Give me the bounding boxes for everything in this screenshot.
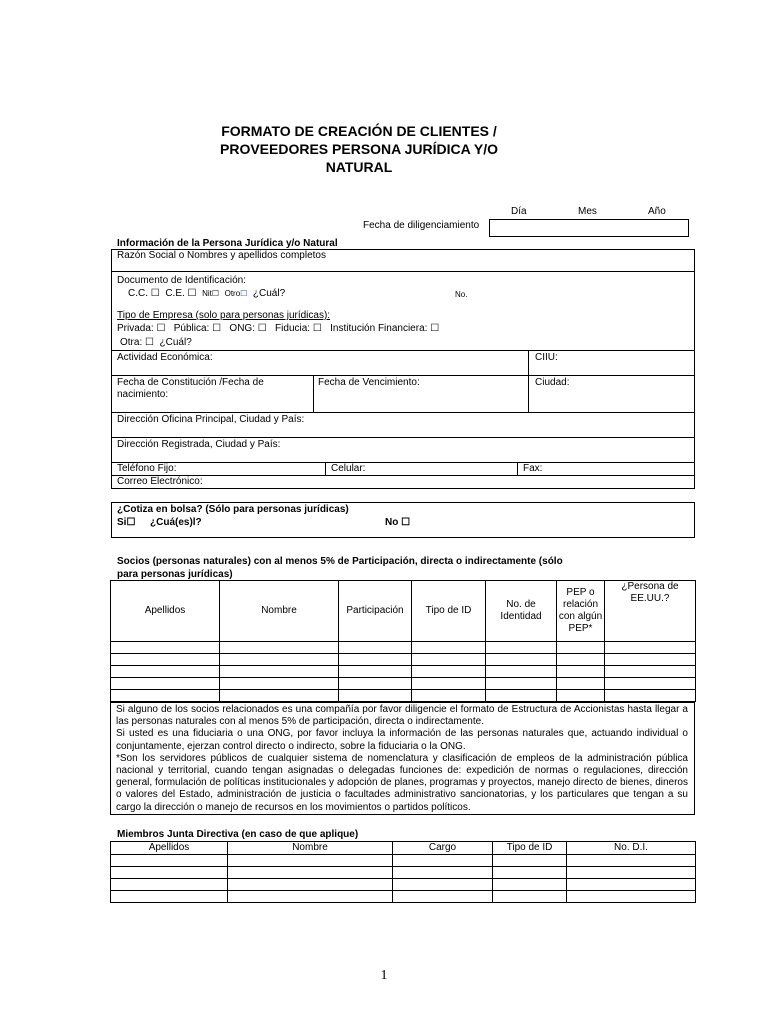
celular-field[interactable]: Celular:: [331, 463, 366, 474]
table-row[interactable]: [111, 855, 696, 867]
table-row[interactable]: [111, 690, 696, 702]
ciiu-field[interactable]: CIIU:: [535, 352, 558, 363]
telefono-field[interactable]: Teléfono Fijo:: [117, 463, 177, 474]
date-month-label: Mes: [578, 206, 597, 217]
direccion-registrada-field[interactable]: Dirección Registrada, Ciudad y País:: [117, 439, 281, 450]
row-divider: [111, 437, 695, 438]
socios-heading-line-2: para personas jurídicas): [117, 569, 233, 580]
col-divider: [517, 462, 518, 475]
col-pep: PEP o relación con algún PEP*: [557, 581, 605, 642]
tipo-empresa-options[interactable]: Privada: ☐ Pública: ☐ ONG: ☐ Fiducia: ☐ Institución Financiera: ☐: [117, 323, 440, 334]
col-participacion: Participación: [339, 581, 412, 642]
otro-label: Otro: [224, 289, 241, 298]
date-year-label: Año: [648, 206, 666, 217]
documento-label: Documento de Identificación:: [117, 275, 246, 286]
date-filled-label: Fecha de diligenciamiento: [363, 220, 480, 231]
form-title-line-3: NATURAL: [325, 159, 393, 175]
document-number-label: No.: [455, 290, 468, 299]
bolsa-si-checkbox[interactable]: Si☐: [117, 517, 136, 528]
junta-col-cargo: Cargo: [393, 842, 493, 855]
col-divider: [313, 375, 314, 412]
table-row[interactable]: [111, 666, 696, 678]
tipo-empresa-otra[interactable]: Otra: ☐ ¿Cuál?: [120, 337, 192, 348]
nit-checkbox[interactable]: Nit☐: [202, 289, 220, 298]
col-no-identidad: No. de Identidad: [486, 581, 557, 642]
note-compania: Si alguno de los socios relacionados es una compañía por favor diligencie el formato de Estructura de Accionistas hasta llegar a las personas naturales con al menos 5% de participación, directa o indirectamente.: [116, 704, 688, 728]
row-divider: [111, 350, 695, 351]
row-divider: [111, 271, 695, 272]
correo-field[interactable]: Correo Electrónico:: [117, 476, 203, 487]
razon-social-field[interactable]: Razón Social o Nombres y apellidos completos: [117, 250, 326, 261]
documento-options[interactable]: [128, 288, 285, 300]
junta-col-no-di: No. D.I.: [567, 842, 696, 855]
row-divider: [111, 412, 695, 413]
date-day-label: Día: [511, 206, 527, 217]
socios-header-row: [111, 581, 696, 642]
socios-heading-line-1: Socios (personas naturales) con al menos 5% de Participación, directa o indirectamente (sólo: [117, 556, 563, 567]
row-divider: [111, 462, 695, 463]
table-row[interactable]: [111, 867, 696, 879]
page-number: 1: [380, 968, 388, 983]
actividad-economica-field[interactable]: Actividad Económica:: [117, 352, 213, 363]
table-row[interactable]: [111, 654, 696, 666]
tipo-empresa-label: Tipo de Empresa (solo para personas jurídicas):: [117, 310, 331, 321]
row-divider: [111, 375, 695, 376]
note-fiduciaria: Si usted es una fiduciaria o una ONG, por favor incluya la información de las personas naturales que, actuando individual o conjuntamente, ejerzan control directo o indirecto, sobre la fiduciaria o la ONG.: [116, 728, 688, 752]
cual-label: ¿Cuál?: [252, 288, 286, 299]
fax-field[interactable]: Fax:: [523, 463, 543, 474]
col-divider: [325, 462, 326, 475]
socios-table: [110, 580, 696, 702]
date-field[interactable]: [489, 219, 689, 237]
note-pep-definition: *Son los servidores públicos de cualquier sistema de nomenclatura y clasificación de empleos de la administración pública nacional y territorial, cuando tengan asignadas o delegadas funciones de: expedición de normas o regulaciones, dirección general, formulación de políticas institucionales y adopción de planes, programas y proyectos, manejo directo de bienes, dineros o valores del Estado, administración de justicia o facultades administrativo sancionatorias, y los particulares que tengan a su cargo la dirección o manejo de recursos en los movimientos o partidos políticos.: [116, 752, 688, 813]
ce-checkbox[interactable]: C.E. ☐: [165, 288, 197, 299]
col-divider: [528, 350, 529, 412]
table-row[interactable]: [111, 678, 696, 690]
junta-col-apellidos: Apellidos: [111, 842, 228, 855]
junta-header-row: [111, 842, 696, 855]
bolsa-question: ¿Cotiza en bolsa? (Sólo para personas jurídicas): [117, 504, 349, 515]
form-title: [150, 122, 568, 176]
col-apellidos: Apellidos: [111, 581, 220, 642]
ciudad-field[interactable]: Ciudad:: [535, 377, 570, 388]
col-tipo-id: Tipo de ID: [412, 581, 486, 642]
socios-notes: [116, 704, 688, 814]
fecha-constitucion-field[interactable]: Fecha de Constitución /Fecha de nacimiento:: [117, 377, 264, 400]
junta-table: [110, 841, 696, 903]
cc-checkbox[interactable]: C.C. ☐: [128, 288, 160, 299]
table-row[interactable]: [111, 891, 696, 903]
junta-col-tipo-id: Tipo de ID: [493, 842, 567, 855]
col-nombre: Nombre: [220, 581, 339, 642]
table-row[interactable]: [111, 642, 696, 654]
form-title-line-1: FORMATO DE CREACIÓN DE CLIENTES /: [221, 123, 497, 139]
fecha-vencimiento-field[interactable]: Fecha de Vencimiento:: [318, 377, 420, 388]
col-persona-eeuu: ¿Persona de EE.UU.?: [605, 581, 696, 642]
form-title-line-2: PROVEEDORES PERSONA JURÍDICA Y/O: [220, 141, 498, 157]
junta-heading: Miembros Junta Directiva (en caso de que aplique): [117, 829, 359, 840]
section-persona-heading: Información de la Persona Jurídica y/o Natural: [117, 238, 338, 249]
table-row[interactable]: [111, 879, 696, 891]
direccion-principal-field[interactable]: Dirección Oficina Principal, Ciudad y País:: [117, 414, 305, 425]
junta-col-nombre: Nombre: [228, 842, 393, 855]
bolsa-cuales-label: ¿Cuá(es)l?: [150, 517, 202, 528]
otro-checkbox[interactable]: ☐: [240, 289, 248, 298]
bolsa-no-checkbox[interactable]: No ☐: [385, 517, 411, 528]
